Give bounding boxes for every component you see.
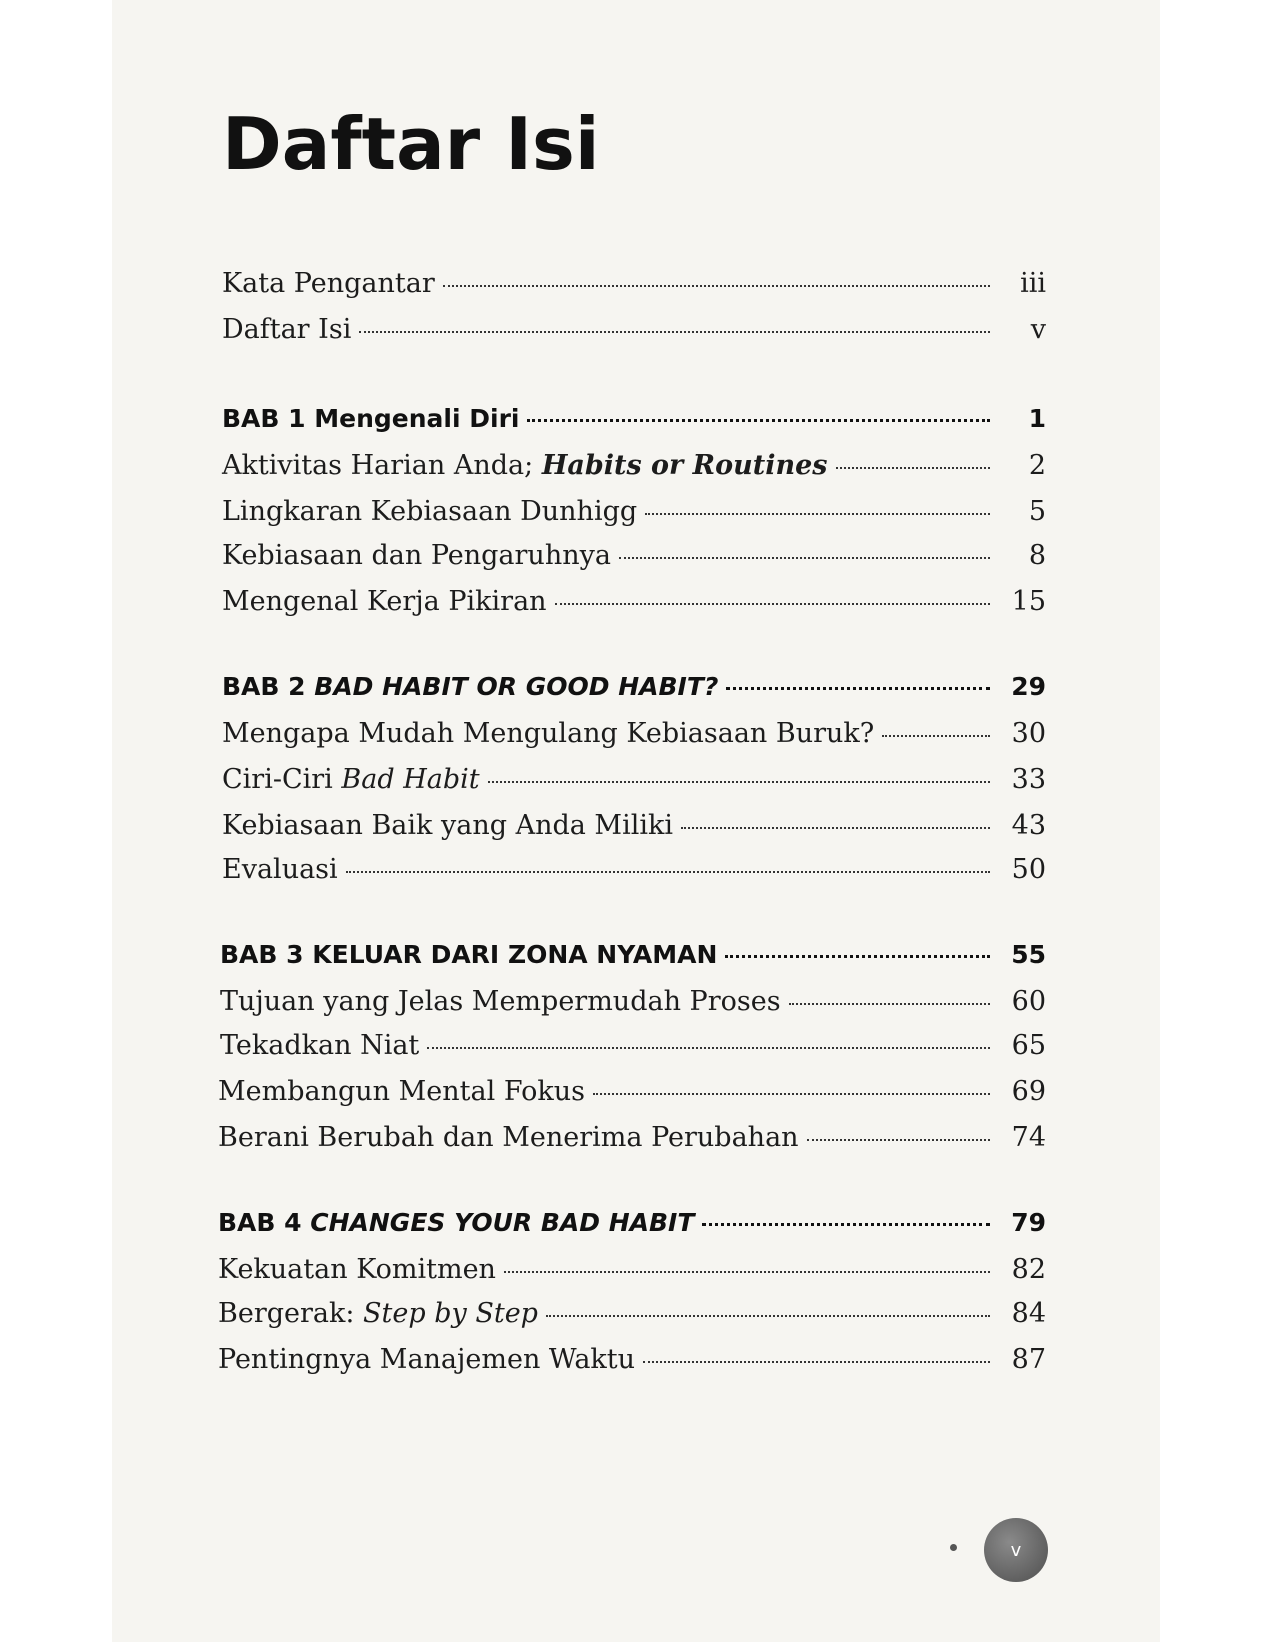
- dot-leader: [443, 285, 990, 287]
- toc-page-number: 29: [1011, 672, 1046, 701]
- toc-title-segment: Habits or Routines: [541, 450, 828, 481]
- dot-leader: [488, 781, 990, 783]
- toc-entry: [222, 496, 1046, 527]
- toc-entry-title: [222, 586, 547, 617]
- toc-entry: [218, 1076, 1046, 1107]
- toc-title-segment: Tekadkan Niat: [220, 1030, 420, 1061]
- toc-title-segment: CHANGES YOUR BAD HABIT: [310, 1208, 695, 1237]
- toc-page-number: 74: [1011, 1122, 1046, 1153]
- toc-title-segment: Bergerak:: [218, 1298, 364, 1329]
- toc-title-segment: Aktivitas Harian Anda;: [222, 450, 542, 481]
- toc-title-segment: Kata Pengantar: [222, 268, 435, 299]
- toc-title-segment: Lingkaran Kebiasaan Dunhigg: [222, 496, 638, 527]
- toc-page-number: 69: [1011, 1076, 1046, 1107]
- toc-title-segment: Kebiasaan Baik yang Anda Miliki: [222, 810, 673, 841]
- page-dot-ornament: [950, 1544, 957, 1551]
- toc-page-number: 15: [1011, 586, 1046, 617]
- page-title: Daftar Isi: [222, 102, 600, 186]
- toc-title-segment: Step by Step: [363, 1298, 538, 1329]
- dot-leader: [789, 1003, 990, 1005]
- toc-page-number: 8: [1028, 540, 1046, 571]
- page-number-badge: [984, 1518, 1048, 1582]
- dot-leader: [702, 1223, 990, 1226]
- toc-page-number: 60: [1011, 986, 1046, 1017]
- toc-title-segment: Membangun Mental Fokus: [218, 1076, 585, 1107]
- dot-leader: [882, 735, 990, 737]
- dot-leader: [504, 1271, 990, 1273]
- toc-title-segment: BAD HABIT OR GOOD HABIT?: [314, 672, 719, 701]
- toc-entry-title: [222, 764, 480, 795]
- dot-leader: [681, 827, 990, 829]
- toc-entry-title: [222, 450, 828, 481]
- toc-title-segment: Evaluasi: [222, 854, 338, 885]
- toc-entry-title: [218, 1208, 694, 1237]
- toc-page-number: 1: [1028, 404, 1046, 433]
- toc-page-number: 55: [1011, 940, 1046, 969]
- toc-entry-title: [218, 1298, 538, 1329]
- toc-page-number: 33: [1011, 764, 1046, 795]
- toc-entry-title: [222, 540, 611, 571]
- toc-page-number: 65: [1011, 1030, 1046, 1061]
- toc-entry: [220, 1030, 1046, 1061]
- toc-page-number: 30: [1011, 718, 1046, 749]
- dot-leader: [527, 419, 990, 422]
- toc-entry-title: [222, 496, 637, 527]
- toc-entry: [218, 1344, 1046, 1375]
- toc-entry-title: [222, 404, 519, 433]
- toc-title-segment: Daftar Isi: [222, 314, 352, 345]
- toc-entry-title: [222, 268, 435, 299]
- toc-chapter: [222, 672, 1046, 701]
- toc-entry-title: [218, 1344, 635, 1375]
- toc-chapter: [222, 404, 1046, 433]
- toc-entry-title: [218, 1122, 799, 1153]
- toc-page-number: 5: [1028, 496, 1046, 527]
- toc-entry-title: [222, 672, 718, 701]
- toc-title-segment: Mengenal Kerja Pikiran: [222, 586, 547, 617]
- toc-page-number: 84: [1011, 1298, 1046, 1329]
- toc-entry-title: [222, 854, 338, 885]
- toc-page-number: 2: [1028, 450, 1046, 481]
- toc-entry-title: [220, 940, 717, 969]
- toc-entry: [222, 810, 1046, 841]
- dot-leader: [726, 687, 990, 690]
- dot-leader: [546, 1315, 990, 1317]
- toc-page-number: 43: [1011, 810, 1046, 841]
- dot-leader: [836, 467, 991, 469]
- dot-leader: [725, 955, 990, 958]
- toc-entry: [222, 540, 1046, 571]
- toc-title-segment: Pentingnya Manajemen Waktu: [218, 1344, 636, 1375]
- toc-title-segment: BAB 1 Mengenali Diri: [222, 404, 520, 433]
- dot-leader: [593, 1093, 990, 1095]
- toc-title-segment: BAB 4: [218, 1208, 311, 1237]
- toc-entry: [222, 764, 1046, 795]
- toc-page-number: iii: [1020, 268, 1046, 299]
- toc-page-number: 50: [1011, 854, 1046, 885]
- toc-title-segment: Berani Berubah dan Menerima Perubahan: [218, 1122, 799, 1153]
- toc-entry: [222, 314, 1046, 345]
- toc-entry: [218, 1254, 1046, 1285]
- toc-page-number: 82: [1011, 1254, 1046, 1285]
- toc-entry: [222, 718, 1046, 749]
- dot-leader: [619, 557, 990, 559]
- toc-entry-title: [222, 810, 673, 841]
- toc-title-segment: Ciri-Ciri: [222, 764, 342, 795]
- toc-title-segment: BAB 2: [222, 672, 315, 701]
- toc-title-segment: Kekuatan Komitmen: [218, 1254, 496, 1285]
- toc-title-segment: Bad Habit: [341, 764, 480, 795]
- dot-leader: [555, 603, 990, 605]
- toc-title-segment: Mengapa Mudah Mengulang Kebiasaan Buruk?: [222, 718, 875, 749]
- toc-entry-title: [218, 1076, 585, 1107]
- toc-chapter: [218, 1208, 1046, 1237]
- toc-entry: [222, 268, 1046, 299]
- dot-leader: [643, 1361, 990, 1363]
- toc-title-segment: Kebiasaan dan Pengaruhnya: [222, 540, 611, 571]
- toc-entry: [222, 450, 1046, 481]
- toc-page-number: 79: [1011, 1208, 1046, 1237]
- toc-entry: [222, 854, 1046, 885]
- toc-page-number: 87: [1011, 1344, 1046, 1375]
- toc-chapter: [220, 940, 1046, 969]
- dot-leader: [645, 513, 990, 515]
- toc-entry-title: [218, 1254, 496, 1285]
- dot-leader: [346, 871, 990, 873]
- page-number: v: [1010, 1539, 1022, 1561]
- toc-page-number: v: [1030, 314, 1046, 345]
- toc-title-segment: BAB 3 KELUAR DARI ZONA NYAMAN: [220, 940, 718, 969]
- toc-entry: [218, 1298, 1046, 1329]
- dot-leader: [427, 1047, 990, 1049]
- toc-entry: [218, 1122, 1046, 1153]
- toc-entry: [222, 586, 1046, 617]
- toc-entry-title: [220, 986, 781, 1017]
- toc-entry-title: [222, 314, 351, 345]
- dot-leader: [359, 331, 990, 333]
- toc-title-segment: Tujuan yang Jelas Mempermudah Proses: [220, 986, 781, 1017]
- dot-leader: [807, 1139, 990, 1141]
- toc-entry-title: [222, 718, 874, 749]
- toc-entry: [220, 986, 1046, 1017]
- toc-entry-title: [220, 1030, 419, 1061]
